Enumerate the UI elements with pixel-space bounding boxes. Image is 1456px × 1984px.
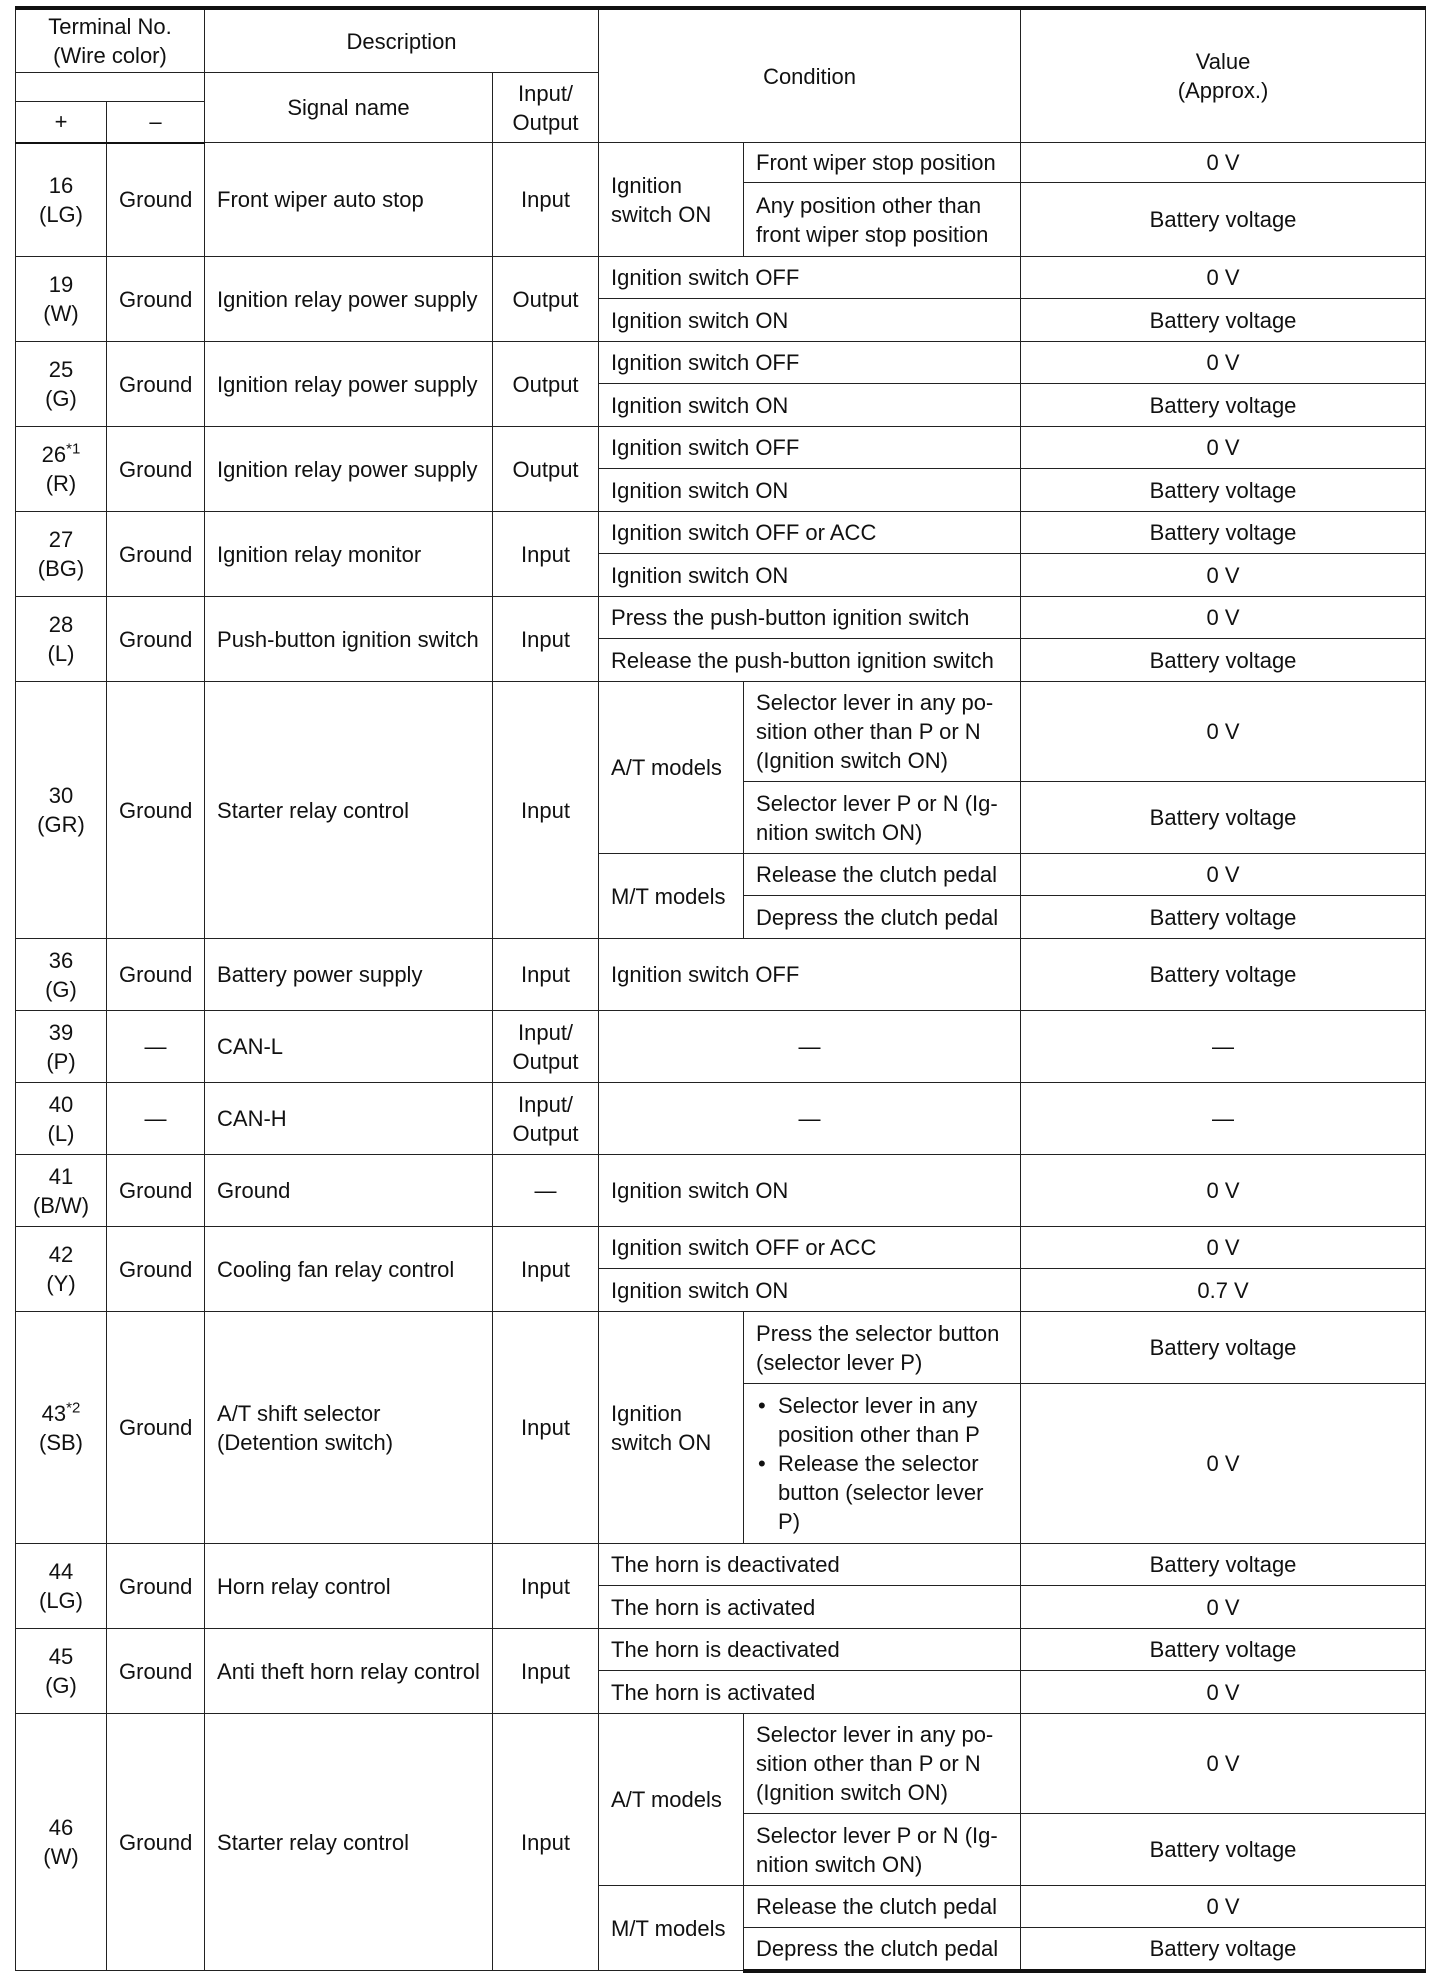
io-line1: Input/ — [518, 1091, 574, 1117]
value: 0 V — [1021, 257, 1426, 299]
table-row — [16, 1714, 1426, 1814]
signal-name: CAN-H — [205, 1083, 493, 1155]
header-io-line2: Output — [512, 109, 579, 135]
negative-terminal: Ground — [107, 939, 205, 1011]
negative-terminal: Ground — [107, 682, 205, 939]
signal-name: Front wiper auto stop — [205, 143, 493, 257]
terminal-number: 27 — [48, 527, 74, 552]
footnote-marker: *1 — [66, 440, 81, 458]
signal-name: Ignition relay power supply — [205, 427, 493, 512]
io-line2: Output — [512, 1048, 579, 1074]
terminal-number: 28 — [48, 612, 74, 637]
input-output: Output — [493, 427, 599, 512]
condition: Ignition switch ON — [599, 384, 1021, 427]
negative-terminal: Ground — [107, 427, 205, 512]
condition: Press the selector button (selector lever P) — [744, 1312, 1021, 1384]
signal-name: Push-button ignition switch — [205, 597, 493, 682]
terminal-cell — [16, 427, 107, 512]
terminal-cell — [16, 1083, 107, 1155]
input-output: — — [493, 1155, 599, 1227]
condition: Ignition switch ON — [599, 469, 1021, 512]
header-terminal-no-label: Terminal No. — [48, 14, 172, 39]
wire-color: (SB) — [39, 1429, 83, 1455]
header-condition: Condition — [599, 8, 1021, 143]
value: 0 V — [1021, 1886, 1426, 1928]
wire-color: (LG) — [39, 201, 83, 227]
value: Battery voltage — [1021, 512, 1426, 554]
condition — [744, 1384, 1021, 1544]
input-output: Input — [493, 1714, 599, 1971]
negative-terminal: — — [107, 1083, 205, 1155]
value: Battery voltage — [1021, 1544, 1426, 1586]
negative-terminal: Ground — [107, 257, 205, 342]
condition: Ignition switch ON — [599, 1155, 1021, 1227]
terminal-number: 19 — [48, 272, 74, 297]
condition: — — [599, 1011, 1021, 1083]
value: 0 V — [1021, 554, 1426, 597]
wire-color: (W) — [43, 301, 79, 326]
input-output: Output — [493, 257, 599, 342]
input-output: Input — [493, 1629, 599, 1714]
condition: The horn is activated — [599, 1671, 1021, 1714]
value: 0 V — [1021, 1586, 1426, 1629]
condition: Ignition switch ON — [599, 554, 1021, 597]
header-value-label: Value — [1195, 49, 1251, 74]
value: 0 V — [1021, 597, 1426, 639]
condition: Ignition switch ON — [599, 1269, 1021, 1312]
value: 0.7 V — [1021, 1269, 1426, 1312]
wire-color: (G) — [45, 386, 77, 411]
terminal-number: 30 — [48, 783, 74, 808]
table-row — [16, 1629, 1426, 1671]
condition: Front wiper stop position — [744, 143, 1021, 183]
signal-name: Starter relay control — [205, 682, 493, 939]
terminal-number: 36 — [48, 947, 74, 973]
condition-bullet-list — [756, 1391, 1008, 1536]
value: Battery voltage — [1021, 384, 1426, 427]
negative-terminal: Ground — [107, 1227, 205, 1312]
table-row — [16, 342, 1426, 384]
condition: Release the clutch pedal — [744, 854, 1021, 896]
condition: Release the clutch pedal — [744, 1886, 1021, 1928]
value: Battery voltage — [1021, 1814, 1426, 1886]
terminal-cell — [16, 939, 107, 1011]
condition: Release the push-button ignition switch — [599, 639, 1021, 682]
value: Battery voltage — [1021, 469, 1426, 512]
terminal-table-container — [15, 6, 1425, 1973]
condition: The horn is deactivated — [599, 1629, 1021, 1671]
model-group: M/T models — [599, 1886, 744, 1971]
wire-color: (L) — [47, 1120, 75, 1146]
terminal-cell — [16, 1544, 107, 1629]
condition: Selector lever P or N (Ig-nition switch ON) — [744, 1814, 1021, 1886]
condition: Selector lever P or N (Ig-nition switch ON) — [744, 782, 1021, 854]
condition: Selector lever in any po-sition other than P or N (Ignition switch ON) — [744, 682, 1021, 782]
model-group: M/T models — [599, 854, 744, 939]
wire-color: (B/W) — [32, 1192, 90, 1218]
signal-name: CAN-L — [205, 1011, 493, 1083]
terminal-cell — [16, 1629, 107, 1714]
terminal-number: 26 — [41, 442, 67, 467]
terminal-number: 25 — [48, 357, 74, 382]
wire-color: (GR) — [37, 812, 85, 837]
table-row — [16, 1155, 1426, 1227]
value: Battery voltage — [1021, 1928, 1426, 1971]
condition: Ignition switch OFF or ACC — [599, 512, 1021, 554]
wire-color: (LG) — [39, 1588, 83, 1613]
signal-name: Horn relay control — [205, 1544, 493, 1629]
table-row — [16, 257, 1426, 299]
value: 0 V — [1021, 1227, 1426, 1269]
value: 0 V — [1021, 1384, 1426, 1544]
negative-terminal: Ground — [107, 1714, 205, 1971]
terminal-cell — [16, 1011, 107, 1083]
wire-color: (L) — [47, 641, 75, 666]
header-approx-label: (Approx.) — [1177, 78, 1269, 103]
input-output: Output — [493, 342, 599, 427]
header-plus: + — [16, 102, 107, 143]
header-signal-name: Signal name — [205, 73, 493, 143]
negative-terminal: Ground — [107, 597, 205, 682]
value: Battery voltage — [1021, 183, 1426, 257]
condition: Depress the clutch pedal — [744, 1928, 1021, 1971]
value: Battery voltage — [1021, 299, 1426, 342]
negative-terminal: Ground — [107, 1312, 205, 1544]
signal-name: Ignition relay power supply — [205, 342, 493, 427]
header-minus: – — [107, 102, 205, 143]
terminal-signal-table — [15, 6, 1426, 1973]
input-output: Input — [493, 1227, 599, 1312]
input-output: Input — [493, 597, 599, 682]
header-terminal-no — [16, 8, 205, 73]
table-row — [16, 1083, 1426, 1155]
input-output: Input — [493, 143, 599, 257]
terminal-cell — [16, 1155, 107, 1227]
value: 0 V — [1021, 1155, 1426, 1227]
terminal-cell — [16, 512, 107, 597]
value: 0 V — [1021, 427, 1426, 469]
value: 0 V — [1021, 143, 1426, 183]
header-value — [1021, 8, 1426, 143]
value: Battery voltage — [1021, 782, 1426, 854]
terminal-cell — [16, 143, 107, 257]
signal-name: Battery power supply — [205, 939, 493, 1011]
terminal-number: 43 — [41, 1400, 67, 1426]
condition: Ignition switch OFF — [599, 939, 1021, 1011]
terminal-cell — [16, 1714, 107, 1971]
table-row — [16, 597, 1426, 639]
condition: Ignition switch OFF — [599, 342, 1021, 384]
input-output: Input — [493, 682, 599, 939]
input-output: Input — [493, 1312, 599, 1544]
negative-terminal: Ground — [107, 1629, 205, 1714]
io-line2: Output — [512, 1120, 579, 1146]
value: — — [1021, 1011, 1426, 1083]
terminal-number: 40 — [48, 1091, 74, 1117]
table-row — [16, 427, 1426, 469]
terminal-cell — [16, 682, 107, 939]
wire-color: (R) — [45, 471, 77, 496]
negative-terminal: Ground — [107, 512, 205, 597]
signal-name: Ignition relay monitor — [205, 512, 493, 597]
condition-group: Ignition switch ON — [599, 1312, 744, 1544]
value: 0 V — [1021, 854, 1426, 896]
condition: Ignition switch OFF or ACC — [599, 1227, 1021, 1269]
value: 0 V — [1021, 682, 1426, 782]
value: Battery voltage — [1021, 896, 1426, 939]
signal-name: Cooling fan relay control — [205, 1227, 493, 1312]
condition: — — [599, 1083, 1021, 1155]
terminal-cell — [16, 342, 107, 427]
terminal-cell — [16, 1312, 107, 1544]
condition: Ignition switch OFF — [599, 257, 1021, 299]
input-output: Input — [493, 1544, 599, 1629]
value: 0 V — [1021, 1671, 1426, 1714]
wire-color: (G) — [45, 1673, 77, 1698]
wire-color: (BG) — [37, 556, 85, 581]
model-group: A/T models — [599, 1714, 744, 1886]
table-row — [16, 682, 1426, 782]
table-row — [16, 1011, 1426, 1083]
condition: The horn is activated — [599, 1586, 1021, 1629]
condition-group: Ignition switch ON — [599, 143, 744, 257]
io-line1: Input/ — [518, 1019, 574, 1045]
input-output: Input — [493, 512, 599, 597]
list-item: • Release the selector button (selector lever P) — [778, 1449, 1008, 1536]
signal-name: Ignition relay power supply — [205, 257, 493, 342]
terminal-number: 45 — [48, 1644, 74, 1669]
header-wire-color-label: (Wire color) — [53, 43, 167, 68]
value: Battery voltage — [1021, 1629, 1426, 1671]
header-description: Description — [205, 8, 599, 73]
condition: Selector lever in any po-sition other than P or N (Ignition switch ON) — [744, 1714, 1021, 1814]
condition: Any position other than front wiper stop position — [744, 183, 1021, 257]
wire-color: (P) — [46, 1048, 76, 1074]
terminal-number: 46 — [48, 1815, 74, 1840]
table-row — [16, 939, 1426, 1011]
negative-terminal: Ground — [107, 1155, 205, 1227]
value: — — [1021, 1083, 1426, 1155]
condition: Press the push-button ignition switch — [599, 597, 1021, 639]
value: Battery voltage — [1021, 639, 1426, 682]
condition: Ignition switch ON — [599, 299, 1021, 342]
value: 0 V — [1021, 1714, 1426, 1814]
terminal-cell — [16, 597, 107, 682]
terminal-cell — [16, 257, 107, 342]
negative-terminal: Ground — [107, 342, 205, 427]
negative-terminal: Ground — [107, 1544, 205, 1629]
condition: The horn is deactivated — [599, 1544, 1021, 1586]
header-io-line1: Input/ — [518, 80, 574, 106]
table-row — [16, 1544, 1426, 1586]
value: 0 V — [1021, 342, 1426, 384]
input-output — [493, 1083, 599, 1155]
condition: Depress the clutch pedal — [744, 896, 1021, 939]
terminal-cell — [16, 1227, 107, 1312]
terminal-number: 16 — [48, 172, 74, 198]
header-input-output — [493, 73, 599, 143]
terminal-number: 42 — [48, 1242, 74, 1267]
signal-name: Starter relay control — [205, 1714, 493, 1971]
table-row — [16, 143, 1426, 183]
negative-terminal: Ground — [107, 143, 205, 257]
condition: Ignition switch OFF — [599, 427, 1021, 469]
table-row — [16, 1227, 1426, 1269]
value: Battery voltage — [1021, 939, 1426, 1011]
wire-color: (G) — [45, 976, 77, 1002]
table-row — [16, 1312, 1426, 1384]
signal-name: Anti theft horn relay control — [205, 1629, 493, 1714]
signal-name: Ground — [205, 1155, 493, 1227]
footnote-marker: *2 — [66, 1399, 81, 1417]
value: Battery voltage — [1021, 1312, 1426, 1384]
input-output — [493, 1011, 599, 1083]
terminal-number: 41 — [48, 1163, 74, 1189]
list-item: • Selector lever in any position other than P — [778, 1391, 1008, 1449]
negative-terminal: — — [107, 1011, 205, 1083]
terminal-number: 44 — [48, 1559, 74, 1584]
terminal-number: 39 — [48, 1019, 74, 1045]
input-output: Input — [493, 939, 599, 1011]
model-group: A/T models — [599, 682, 744, 854]
wire-color: (Y) — [46, 1271, 76, 1296]
table-row — [16, 512, 1426, 554]
wire-color: (W) — [43, 1844, 79, 1869]
signal-name: A/T shift selector (Detention switch) — [205, 1312, 493, 1544]
